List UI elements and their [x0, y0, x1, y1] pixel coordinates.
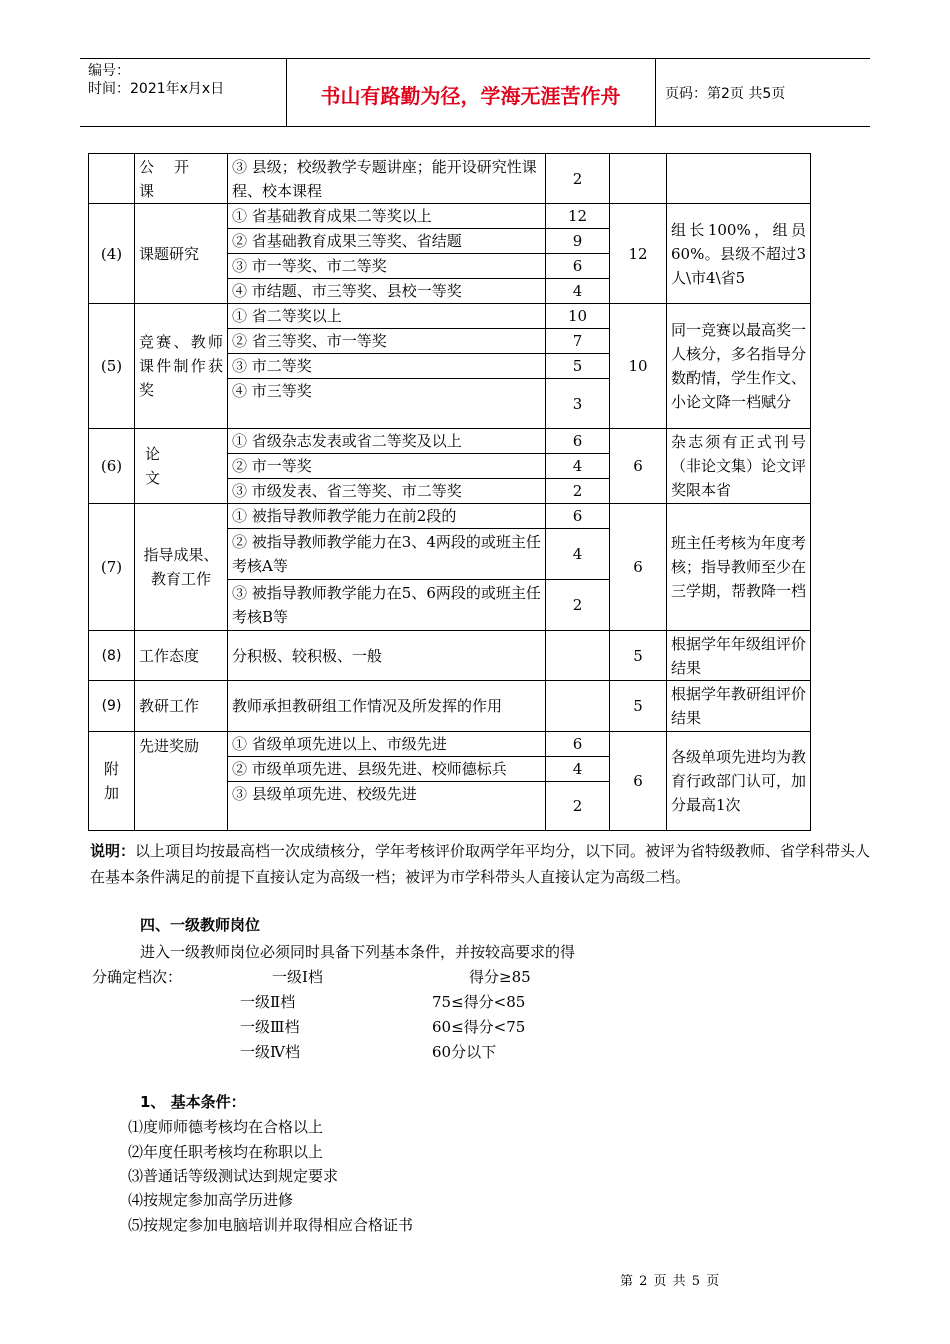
row-index: (7): [89, 504, 135, 631]
level-score: 得分≥85: [469, 968, 531, 986]
row-category: 教研工作: [135, 681, 228, 732]
row-note: 各级单项先进均为教育行政部门认可，加分最高1次: [667, 732, 811, 831]
row-item: ② 市一等奖: [228, 454, 546, 479]
row-note: [667, 154, 811, 204]
explanation-note: [90, 838, 880, 890]
row-item: ② 被指导教师教学能力在3、4两段的或班主任考核A等: [228, 529, 546, 580]
row-points: 6: [546, 504, 610, 529]
row-index: (4): [89, 204, 135, 304]
row-item: ③ 市一等奖、市二等奖: [228, 254, 546, 279]
row-points: 6: [546, 254, 610, 279]
table-row: [89, 154, 811, 204]
row-category: 论文: [135, 429, 228, 504]
row-note: 杂志须有正式刊号（非论文集）论文评奖限本省: [667, 429, 811, 504]
row-total: 5: [610, 681, 667, 732]
row-category: 公开课: [135, 154, 228, 204]
level-name: 一级Ⅰ档: [272, 968, 323, 986]
row-item: ③ 市二等奖: [228, 354, 546, 379]
row-total: 10: [610, 304, 667, 429]
table-row: [89, 304, 811, 329]
table-row: [89, 631, 811, 681]
row-points: 7: [546, 329, 610, 354]
row-points: 4: [546, 757, 610, 782]
row-index: (8): [89, 631, 135, 681]
table-row: [89, 204, 811, 229]
row-points: 10: [546, 304, 610, 329]
level-name: 一级Ⅳ档: [240, 1043, 300, 1061]
row-item: 教师承担教研组工作情况及所发挥的作用: [228, 681, 546, 732]
condition-item: ⑸按规定参加电脑培训并取得相应合格证书: [128, 1216, 414, 1234]
row-points: 2: [546, 154, 610, 204]
row-item: ① 省级单项先进以上、市级先进: [228, 732, 546, 757]
row-item: ③ 被指导教师教学能力在5、6两段的或班主任考核B等: [228, 580, 546, 631]
level-name: 一级Ⅲ档: [240, 1018, 300, 1036]
row-points: 12: [546, 204, 610, 229]
condition-item: ⑶普通话等级测试达到规定要求: [128, 1167, 339, 1185]
header-meta: [88, 62, 284, 98]
row-note: 同一竞赛以最高奖一人核分，多名指导分数酌情，学生作文、小论文降一档赋分: [667, 304, 811, 429]
row-index: (9): [89, 681, 135, 732]
row-item: ④ 市结题、市三等奖、县校一等奖: [228, 279, 546, 304]
row-total: [610, 154, 667, 204]
explanation-label: 说明：: [90, 842, 136, 860]
page-footer: 第 2 页 共 5 页: [620, 1274, 721, 1289]
row-item: 分积极、较积极、一般: [228, 631, 546, 681]
row-note: 根据学年年级组评价结果: [667, 631, 811, 681]
scoring-table: [88, 153, 811, 831]
row-index: (5): [89, 304, 135, 429]
section-intro: 分确定档次：: [92, 968, 183, 986]
level-score: 75≤得分<85: [432, 993, 526, 1011]
row-points: 2: [546, 580, 610, 631]
row-total: 12: [610, 204, 667, 304]
level-score: 60≤得分<75: [432, 1018, 526, 1036]
row-category: 课题研究: [135, 204, 228, 304]
row-total: 6: [610, 732, 667, 831]
row-points: 2: [546, 479, 610, 504]
row-points: [546, 631, 610, 681]
row-points: [546, 681, 610, 732]
row-note: 组长100%，组员60%。县级不超过3人\市4\省5: [667, 204, 811, 304]
row-item: ③ 市级发表、省三等奖、市二等奖: [228, 479, 546, 504]
row-item: ④ 市三等奖: [228, 379, 546, 429]
row-item: ③ 县级；校级教学专题讲座；能开设研究性课程、校本课程: [228, 154, 546, 204]
condition-item: ⑷按规定参加高学历进修: [128, 1191, 294, 1209]
row-points: 6: [546, 732, 610, 757]
table-row: [89, 681, 811, 732]
row-index: [89, 154, 135, 204]
row-item: ① 省基础教育成果二等奖以上: [228, 204, 546, 229]
table-row: [89, 732, 811, 757]
time-label: 时间：2021年x月x日: [88, 81, 225, 97]
basic-conditions-title: 1、 基本条件：: [140, 1093, 246, 1111]
row-item: ① 省级杂志发表或省二等奖及以上: [228, 429, 546, 454]
level-score: 60分以下: [432, 1043, 497, 1061]
explanation-text: 以上项目均按最高档一次成绩核分，学年考核评价取两学年平均分，以下同。被评为省特级教师、省学科带头人在基本条件满足的前提下直接认定为高级一档；被评为市学科带头人直接认定为高级二档。: [90, 842, 871, 886]
header-page-info: 页码：第2页 共5页: [665, 86, 786, 102]
row-points: 5: [546, 354, 610, 379]
row-total: 6: [610, 504, 667, 631]
row-note: 班主任考核为年度考核；指导教师至少在三学期，帮教降一档: [667, 504, 811, 631]
row-item: ③ 县级单项先进、校级先进: [228, 782, 546, 831]
condition-item: ⑵年度任职考核均在称职以上: [128, 1143, 324, 1161]
number-label: 编号：: [88, 63, 130, 79]
row-index: 附加: [89, 732, 135, 831]
row-points: 2: [546, 782, 610, 831]
page-header: [80, 58, 870, 127]
header-divider: [655, 59, 656, 126]
row-category: 工作态度: [135, 631, 228, 681]
row-item: ② 省三等奖、市一等奖: [228, 329, 546, 354]
level-name: 一级Ⅱ档: [240, 993, 296, 1011]
row-total: 5: [610, 631, 667, 681]
row-points: 4: [546, 529, 610, 580]
row-category: 指导成果、教育工作: [135, 504, 228, 631]
section-title: 四、一级教师岗位: [140, 916, 261, 934]
row-item: ② 省基础教育成果三等奖、省结题: [228, 229, 546, 254]
header-motto: 书山有路勤为径，学海无涯苦作舟: [320, 84, 621, 108]
row-points: 3: [546, 379, 610, 429]
row-points: 4: [546, 454, 610, 479]
condition-item: ⑴度师师德考核均在合格以上: [128, 1118, 324, 1136]
row-note: 根据学年教研组评价结果: [667, 681, 811, 732]
table-row: [89, 429, 811, 454]
row-category: 竞赛、教师课件制作获奖: [135, 304, 228, 429]
row-item: ② 市级单项先进、县级先进、校师德标兵: [228, 757, 546, 782]
table-row: [89, 504, 811, 529]
row-category: 先进奖励: [135, 732, 228, 831]
row-points: 4: [546, 279, 610, 304]
row-points: 6: [546, 429, 610, 454]
row-total: 6: [610, 429, 667, 504]
section-intro: 进入一级教师岗位必须同时具备下列基本条件，并按较高要求的得: [140, 943, 576, 961]
row-index: (6): [89, 429, 135, 504]
row-points: 9: [546, 229, 610, 254]
row-item: ① 被指导教师教学能力在前2段的: [228, 504, 546, 529]
row-item: ① 省二等奖以上: [228, 304, 546, 329]
